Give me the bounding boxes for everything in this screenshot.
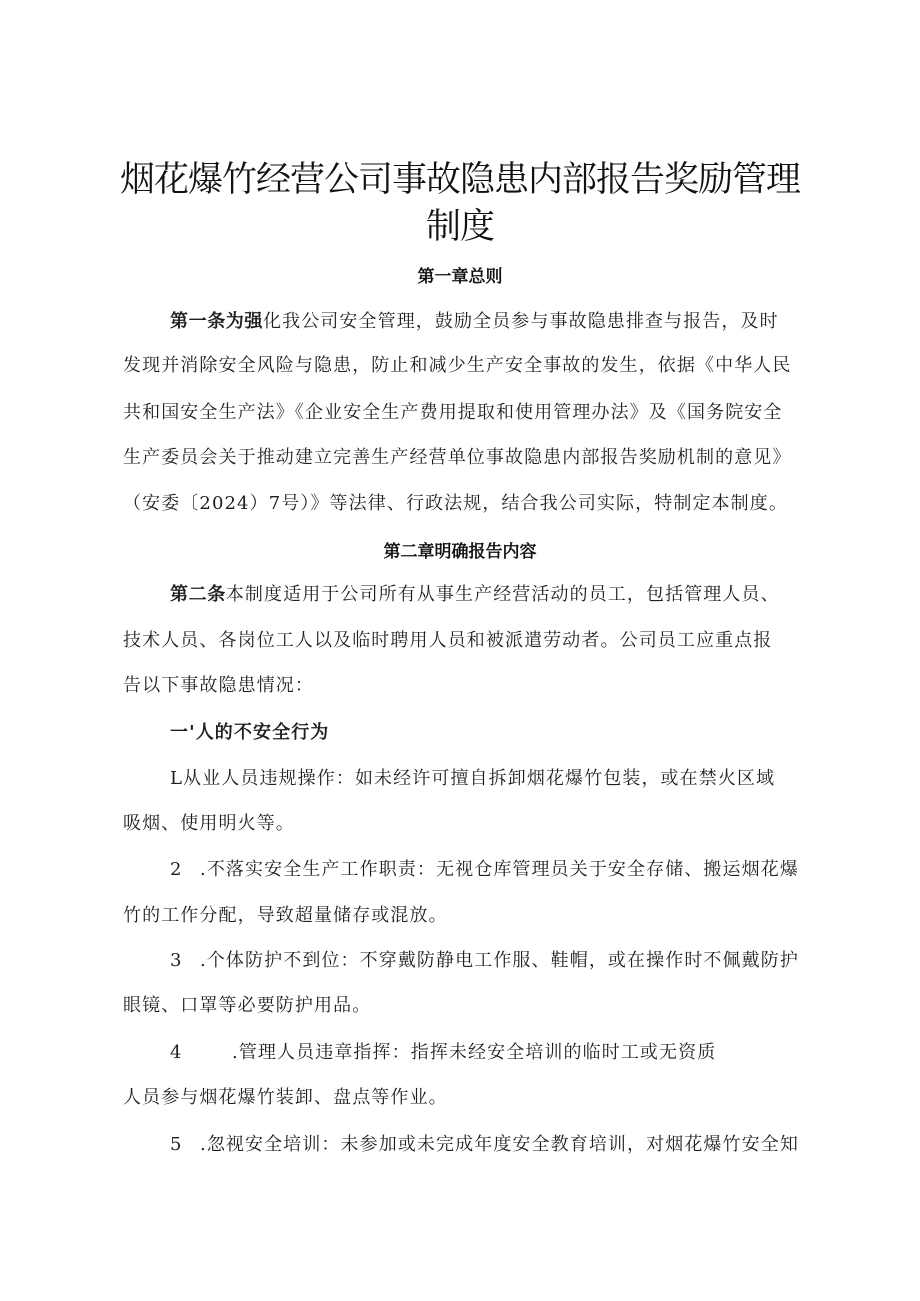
item-2-line-2: 竹的工作分配，导致超量储存或混放。 [123, 905, 448, 926]
chapter-1-heading: 第一章总则 [417, 267, 503, 287]
article-1-lead: 第一条为强 [170, 311, 263, 332]
document-title-line-2: 制度 [425, 207, 494, 247]
item-4-number: 4 [170, 1042, 183, 1063]
article-2-line-3: 告以下事故隐患情况： [123, 675, 314, 696]
item-5-number: 5 [170, 1134, 183, 1155]
document-title-line-1: 烟花爆竹经营公司事故隐患内部报告奖励管理 [119, 160, 800, 200]
item-2-number: 2 [170, 859, 183, 880]
article-2-line-1: 第二条本制度适用于公司所有从事生产经营活动的员工，包括管理人员、 [170, 584, 780, 605]
article-1-line-2: 发现并消除安全风险与隐患，防止和减少生产安全事故的发生，依据《中华人民 [123, 355, 792, 376]
chapter-2-heading: 第二章明确报告内容 [383, 542, 537, 562]
article-1-line-4: 生产委员会关于推动建立完善生产经营单位事故隐患内部报告奖励机制的意见》 [123, 447, 792, 468]
item-3-number: 3 [170, 950, 183, 971]
item-4-line-1: 4 .管理人员违章指挥：指挥未经安全培训的临时工或无资质 [170, 1042, 717, 1063]
item-5-line-1: 5 .忽视安全培训：未参加或未完成年度安全教育培训，对烟花爆竹安全知 [170, 1134, 799, 1155]
section-1-heading: 一'人的不安全行为 [170, 722, 330, 743]
item-3-line-2: 眼镜、口罩等必要防护用品。 [123, 995, 372, 1016]
item-3-line-1: 3 .个体防护不到位：不穿戴防静电工作服、鞋帽，或在操作时不佩戴防护 [170, 950, 799, 971]
article-2-line-2: 技术人员、各岗位工人以及临时聘用人员和被派遣劳动者。公司员工应重点报 [123, 630, 773, 651]
article-1-line-1: 第一条为强化我公司安全管理，鼓励全员参与事故隐患排查与报告，及时 [170, 311, 779, 332]
item-1-line-2: 吸烟、使用明火等。 [123, 813, 295, 834]
item-4-line-2: 人员参与烟花爆竹装卸、盘点等作业。 [123, 1087, 448, 1108]
article-1-line-3: 共和国安全生产法》《企业安全生产费用提取和使用管理办法》及《国务院安全 [123, 402, 783, 423]
article-1-line-5: （安委〔2024）7号）》等法律、行政法规，结合我公司实际，特制定本制度。 [123, 493, 788, 514]
item-1-line-1: L从业人员违规操作：如未经许可擅自拆卸烟花爆竹包装，或在禁火区域 [170, 768, 776, 789]
item-2-line-1: 2 .不落实安全生产工作职责：无视仓库管理员关于安全存储、搬运烟花爆 [170, 859, 799, 880]
article-2-lead: 第二条 [170, 584, 226, 605]
